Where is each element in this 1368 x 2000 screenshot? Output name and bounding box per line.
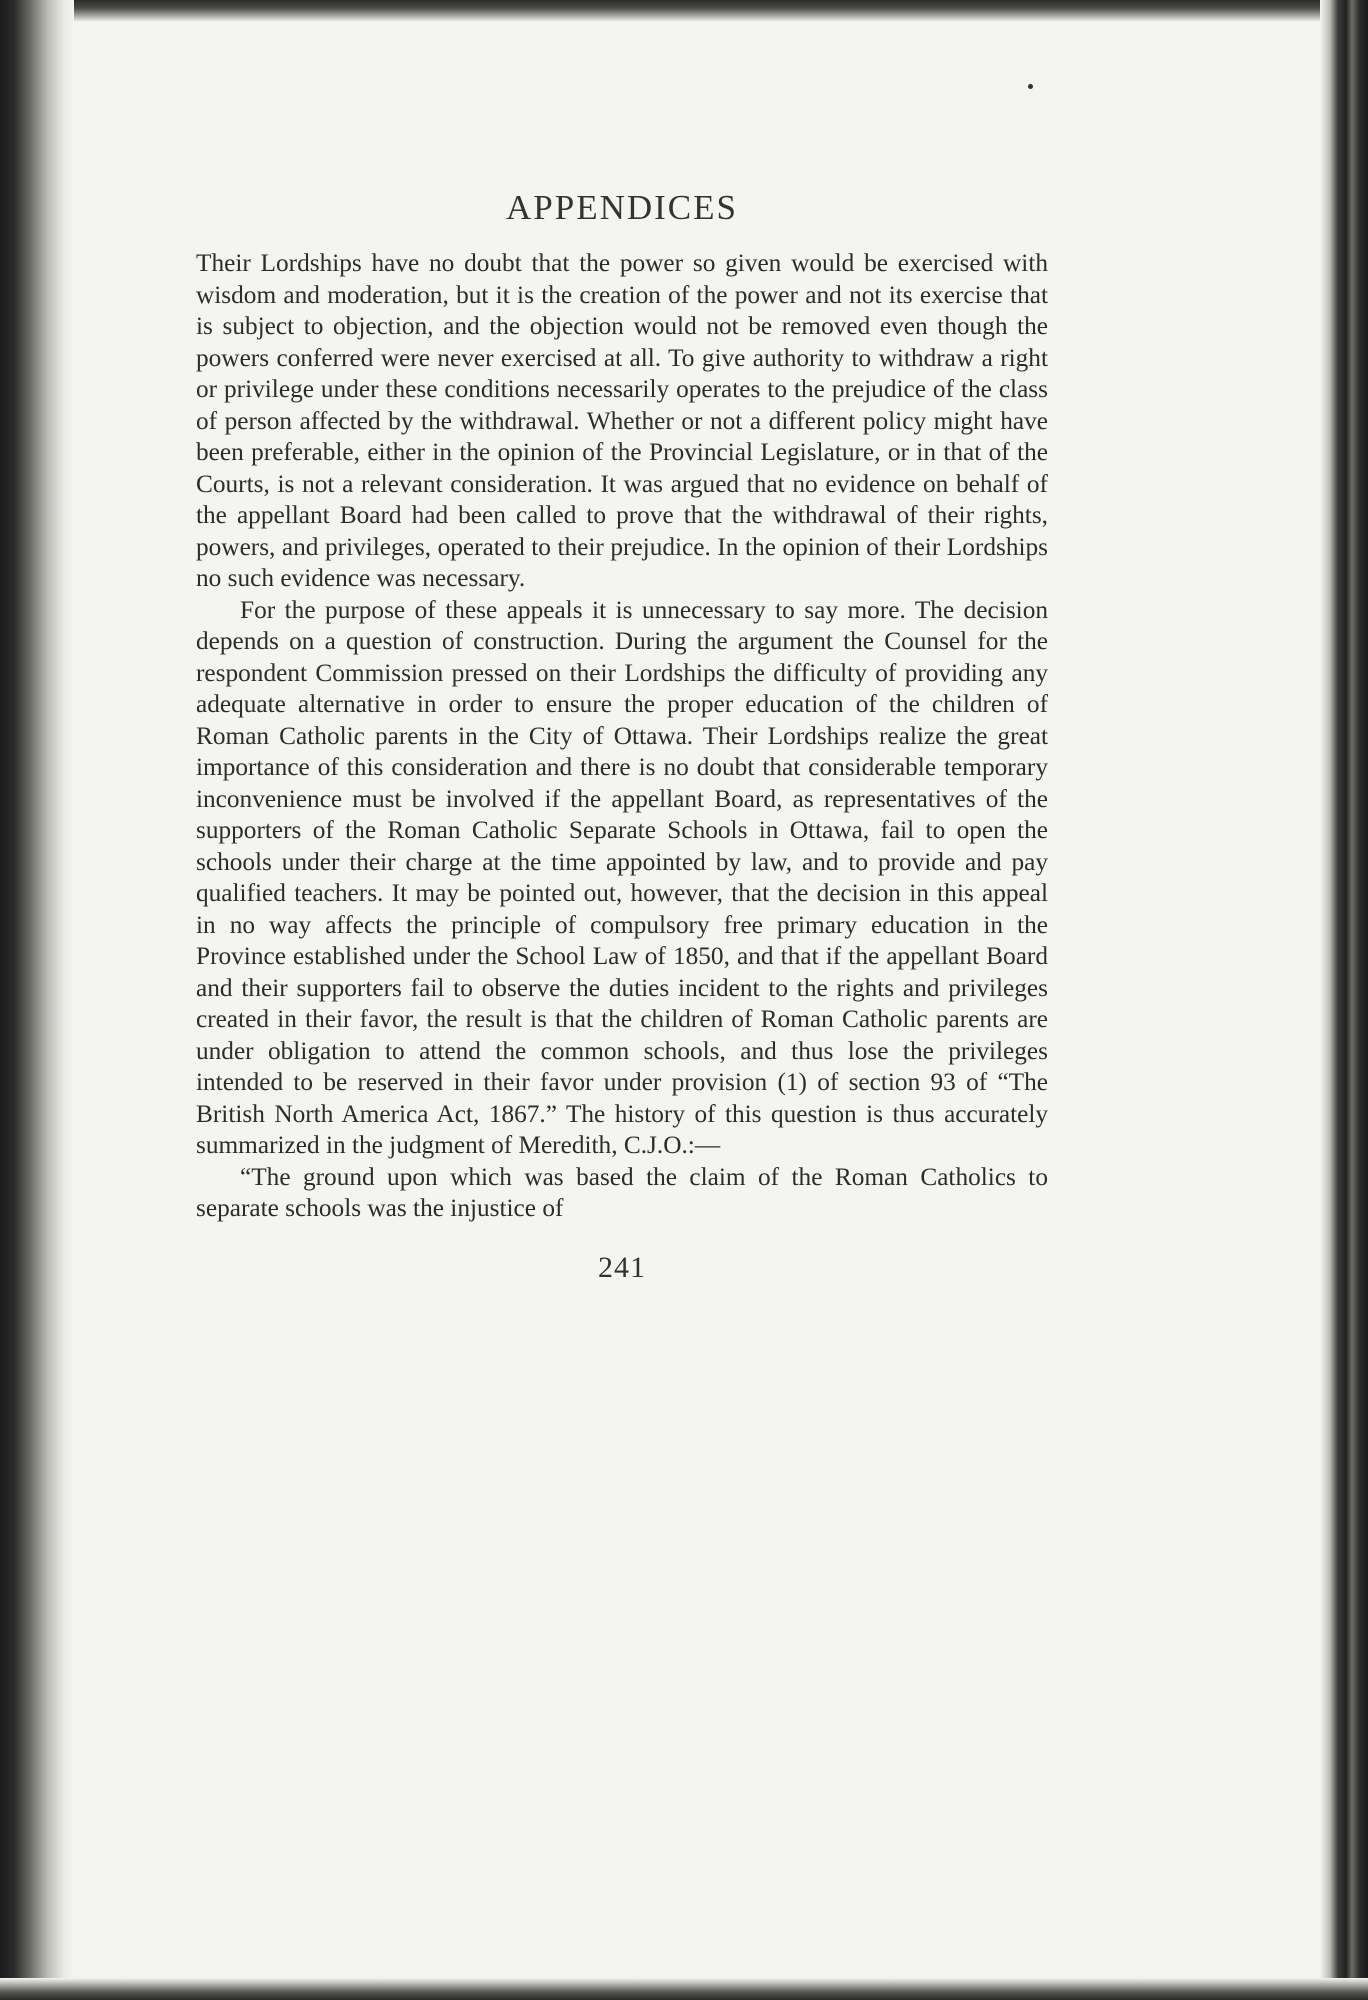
ink-speck — [1028, 84, 1033, 89]
page-heading: APPENDICES — [506, 188, 738, 227]
left-binding-shadow — [0, 0, 74, 2000]
paragraph-2: For the purpose of these appeals it is unnecessary to say more. The decision depends on a question of construction. During the argument the Counsel for the respondent Commission pressed on their Lordships the difficulty of providing any adequate alternative in order to ensure the proper education of the children of Roman Catholic parents in the City of Ottawa. Their Lordships realize the great importance of this consideration and there is no doubt that considerable temporary inconvenience must be involved if the appellant Board, as representatives of the supporters of the Roman Catholic Separate Schools in Ottawa, fail to open the schools under their charge at the time appointed by law, and to provide and pay qualified teachers. It may be pointed out, however, that the decision in this appeal in no way affects the principle of compulsory free primary education in the Province established under the School Law of 1850, and that if the appellant Board and their supporters fail to observe the duties incident to the rights and privileges created in their favor, the result is that the children of Roman Catholic parents are under obligation to attend the common schools, and thus lose the privileges intended to be reserved in their favor under provision (1) of section 93 of “The British North America Act, 1867.” The history of this question is thus accurately summarized in the judgment of Meredith, C.J.O.:— — [196, 595, 1048, 1159]
bottom-edge-shadow — [0, 1978, 1368, 2000]
paragraph-1: Their Lordships have no doubt that the power so given would be exercised with wisdom and moderation, but it is the creation of the power and not its exercise that is subject to objection, and the objection would not be removed even though the powers conferred were never exercised at all. To give authority to withdraw a right or privilege under these conditions necessarily operates to the prejudice of the class of person affected by the withdrawal. Whether or not a different policy might have been preferable, either in the opinion of the Provincial Legislature, or in that of the Courts, is not a relevant consideration. It was argued that no evidence on behalf of the appellant Board had been called to prove that the withdrawal of their rights, powers, and privileges, operated to their prejudice. In the opinion of their Lordships no such evidence was necessary. — [196, 249, 1048, 592]
paragraph-3-quotation: “The ground upon which was based the claim of the Roman Catholics to separate schools was the injustice of — [196, 1162, 1048, 1222]
right-cover-edge — [1320, 0, 1368, 2000]
page-body — [196, 170, 1048, 1285]
top-edge-shadow — [0, 0, 1368, 22]
page-number: 241 — [598, 1250, 646, 1284]
